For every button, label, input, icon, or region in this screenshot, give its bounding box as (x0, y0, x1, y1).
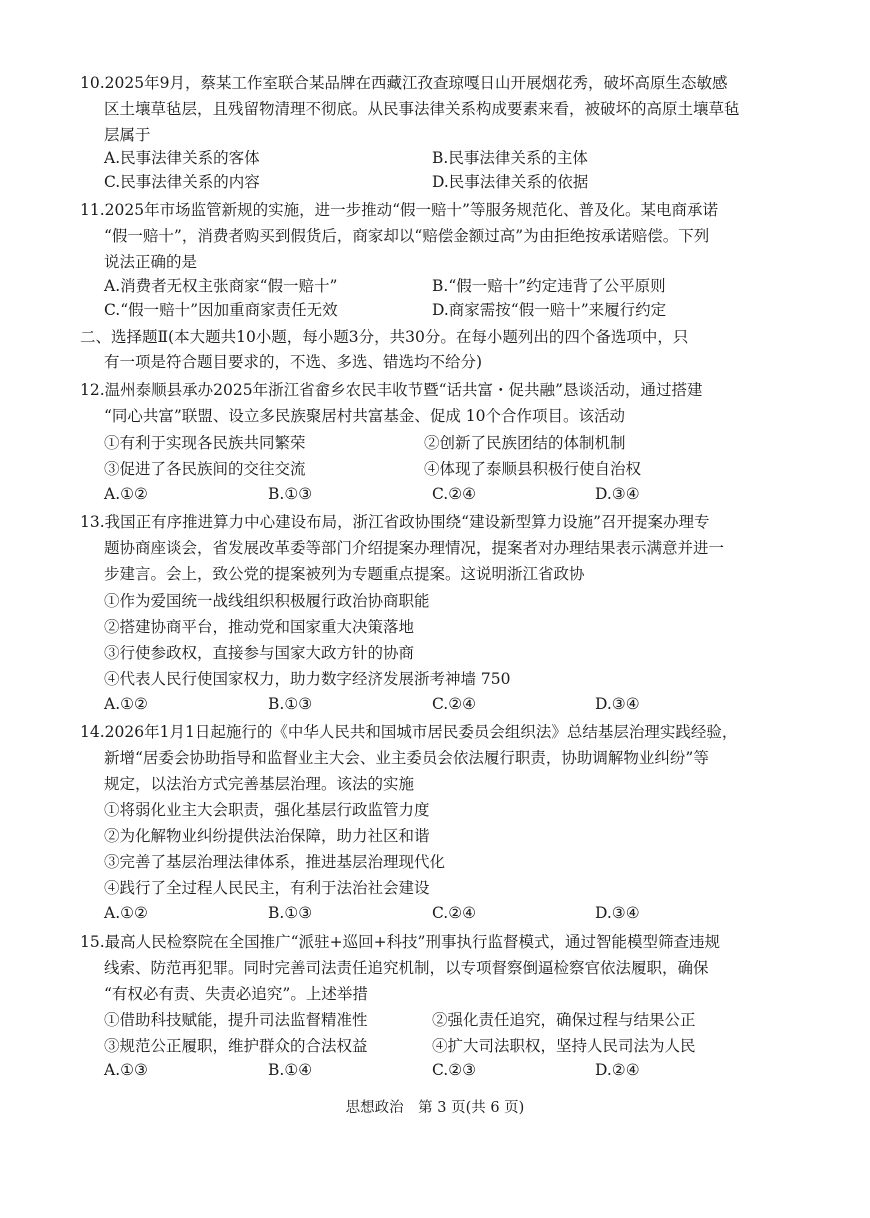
choice-a: A.①② (104, 695, 148, 713)
question-stem-line: 14.2026年1月1日起施行的《中华人民共和国城市居民委员会组织法》总结基层治理实践经验， (80, 723, 738, 741)
statement-1: ①有利于实现各民族共同繁荣 (104, 434, 306, 452)
option-c: C.“假一赔十”因加重商家责任无效 (104, 301, 338, 319)
option-d: D.商家需按“假一赔十”来履行约定 (432, 301, 667, 319)
statement-3: ③行使参政权，直接参与国家大政方针的协商 (104, 644, 415, 662)
statement-4: ④扩大司法职权，坚持人民司法为人民 (432, 1037, 696, 1055)
choice-d: D.②④ (595, 1061, 640, 1079)
section-title: 二、选择题Ⅱ(本大题共10小题，每小题3分，共30分。在每小题列出的四个备选项中，只 (80, 328, 689, 346)
question-stem-line: 说法正确的是 (104, 253, 198, 271)
question-stem-line: “假一赔十”，消费者购买到假货后，商家却以“赔偿金额过高”为由拒绝按承诺赔偿。下列 (104, 227, 710, 245)
question-stem-line: 步建言。会上，致公党的提案被列为专题重点提案。这说明浙江省政协 (104, 565, 585, 583)
choice-a: A.①② (104, 485, 148, 503)
choice-a: A.①② (104, 904, 148, 922)
choice-b: B.①③ (268, 695, 313, 713)
question-stem-line: “同心共富”联盟、设立多民族聚居村共富基金、促成 10个合作项目。该活动 (104, 407, 626, 425)
option-a: A.消费者无权主张商家“假一赔十” (104, 277, 338, 295)
option-c: C.民事法律关系的内容 (104, 173, 260, 191)
question-stem-line: 15.最高人民检察院在全国推广“派驻+巡回+科技”刑事执行监督模式，通过智能模型筛查违规 (80, 933, 720, 951)
statement-2: ②强化责任追究，确保过程与结果公正 (432, 1011, 696, 1029)
option-d: D.民事法律关系的依据 (432, 173, 589, 191)
question-stem-line: 10.2025年9月，蔡某工作室联合某品牌在西藏江孜查琼嘎日山开展烟花秀，破坏高原生态敏感 (80, 74, 728, 92)
question-stem-line: 12.温州泰顺县承办2025年浙江省畲乡农民丰收节暨“话共富・促共融”恳谈活动，通过搭建 (80, 381, 703, 399)
choice-a: A.①③ (104, 1061, 148, 1079)
choice-d: D.③④ (595, 485, 640, 503)
option-b: B.“假一赔十”约定违背了公平原则 (432, 277, 666, 295)
question-stem-line: 新增“居委会协助指导和监督业主大会、业主委员会依法履行职责，协助调解物业纠纷”等 (104, 749, 709, 767)
choice-b: B.①④ (268, 1061, 313, 1079)
statement-4: ④践行了全过程人民民主，有利于法治社会建设 (104, 879, 430, 897)
question-stem-line: 层属于 (104, 126, 151, 144)
question-stem-line: 规定，以法治方式完善基层治理。该法的实施 (104, 775, 415, 793)
statement-4: ④体现了泰顺县积极行使自治权 (424, 460, 642, 478)
statement-2: ②搭建协商平台，推动党和国家重大决策落地 (104, 618, 415, 636)
statement-4: ④代表人民行使国家权力，助力数字经济发展浙考神墙 750 (104, 670, 511, 688)
choice-c: C.②③ (432, 1061, 477, 1079)
page-footer: 思想政治 第 3 页(共 6 页) (345, 1100, 525, 1116)
choice-d: D.③④ (595, 695, 640, 713)
statement-1: ①将弱化业主大会职责，强化基层行政监管力度 (104, 801, 430, 819)
statement-1: ①借助科技赋能，提升司法监督精准性 (104, 1011, 368, 1029)
question-stem-line: 11.2025年市场监管新规的实施，进一步推动“假一赔十”等服务规范化、普及化。某电商承诺 (80, 201, 718, 219)
statement-3: ③规范公正履职，维护群众的合法权益 (104, 1037, 368, 1055)
choice-b: B.①③ (268, 485, 313, 503)
statement-1: ①作为爱国统一战线组织积极履行政治协商职能 (104, 592, 430, 610)
question-stem-line: 题协商座谈会，省发展改革委等部门介绍提案办理情况，提案者对办理结果表示满意并进一 (104, 539, 725, 557)
statement-3: ③促进了各民族间的交往交流 (104, 460, 306, 478)
section-instructions: 有一项是符合题目要求的，不选、多选、错选均不给分) (104, 353, 483, 371)
choice-d: D.③④ (595, 904, 640, 922)
option-b: B.民事法律关系的主体 (432, 149, 588, 167)
choice-b: B.①③ (268, 904, 313, 922)
statement-2: ②创新了民族团结的体制机制 (424, 434, 626, 452)
choice-c: C.②④ (432, 904, 477, 922)
question-stem-line: 线索、防范再犯罪。同时完善司法责任追究机制，以专项督察倒逼检察官依法履职，确保 (104, 959, 709, 977)
choice-c: C.②④ (432, 695, 477, 713)
statement-3: ③完善了基层治理法律体系，推进基层治理现代化 (104, 853, 446, 871)
question-stem-line: 区土壤草毡层，且残留物清理不彻底。从民事法律关系构成要素来看，被破坏的高原土壤草毡 (104, 100, 740, 118)
statement-2: ②为化解物业纠纷提供法治保障，助力社区和谐 (104, 827, 430, 845)
choice-c: C.②④ (432, 485, 477, 503)
question-stem-line: “有权必有责、失责必追究”。上述举措 (104, 985, 368, 1003)
option-a: A.民事法律关系的客体 (104, 149, 260, 167)
question-stem-line: 13.我国正有序推进算力中心建设布局，浙江省政协围绕“建设新型算力设施”召开提案办理专 (80, 513, 710, 531)
